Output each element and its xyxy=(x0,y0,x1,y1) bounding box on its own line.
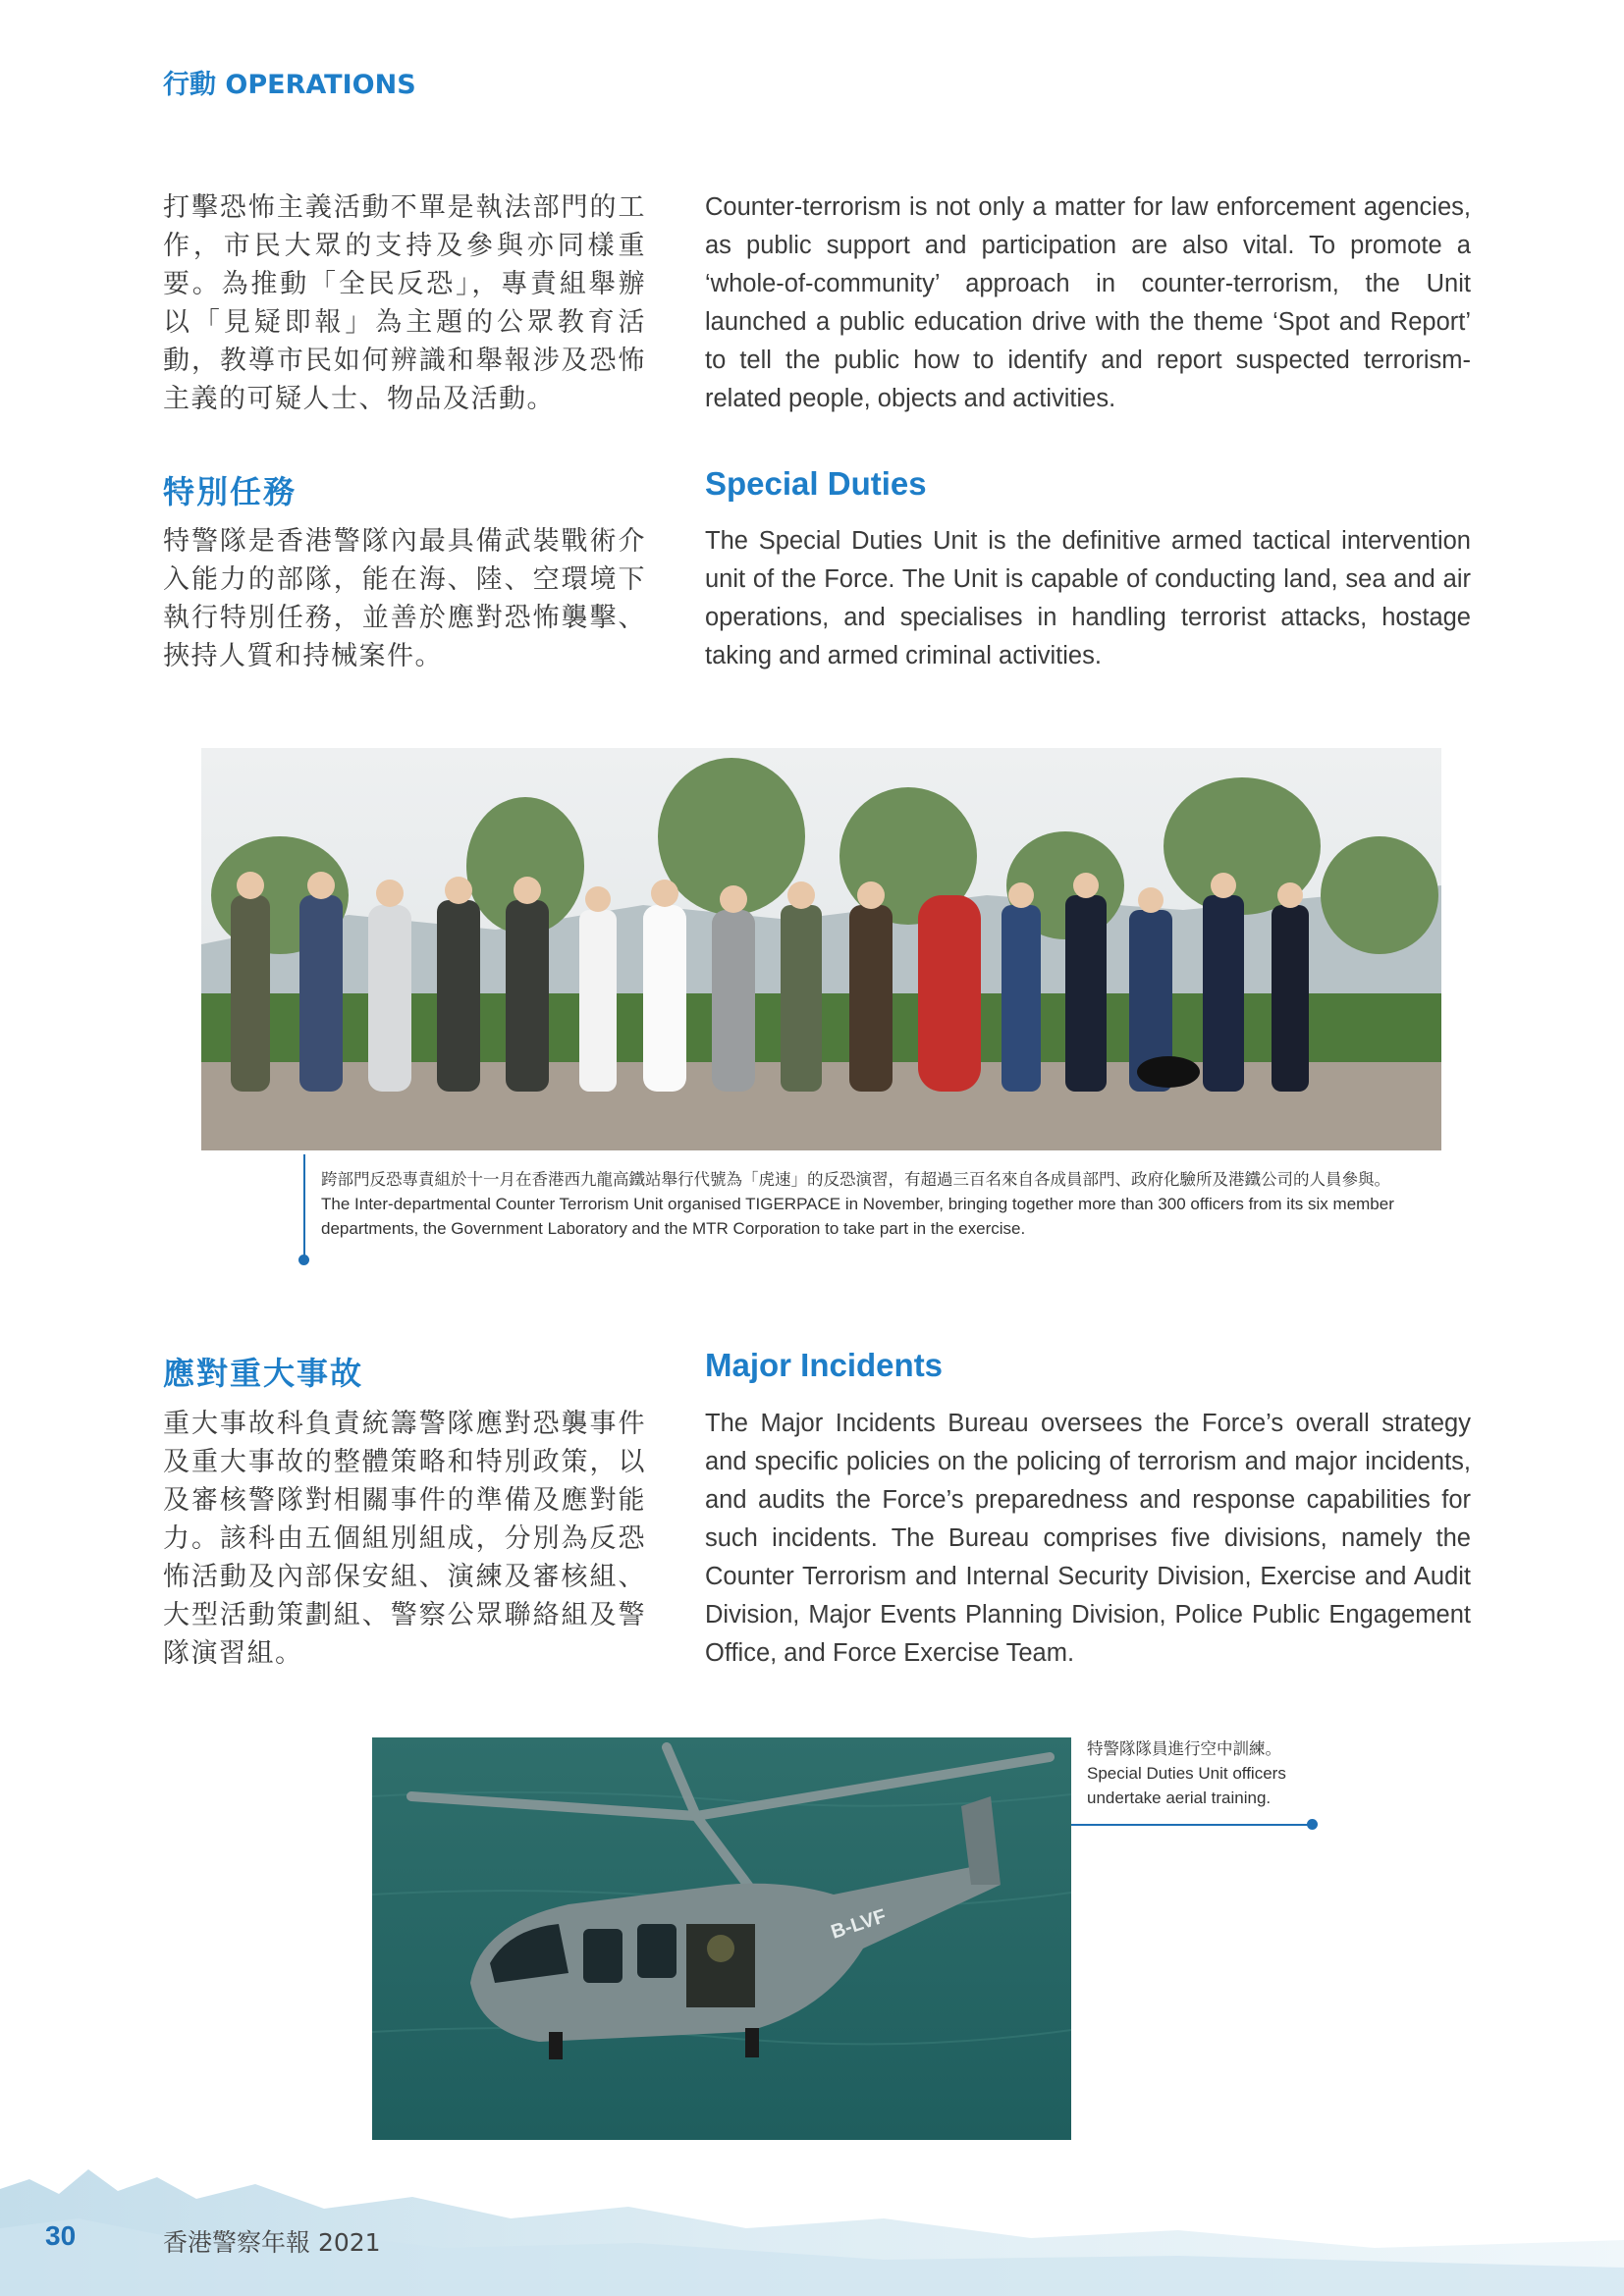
caption-pointer-dot xyxy=(298,1255,309,1265)
helicopter-photo xyxy=(372,1737,1071,2140)
caption-pointer-line xyxy=(1071,1824,1312,1826)
heading-special-duties-zh: 特別任務 xyxy=(163,473,298,510)
major-incidents-text-en: The Major Incidents Bureau oversees the Force’s overall strategy and specific policies on the policing of terrorism and major incidents, and audits the Force’s preparedness and response capabilities for such incidents. The Bureau comprises five divisions, namely the Counter Terrorism and Internal Security Division, Exercise and Audit Division, Major Events Planning Division, Police Public Engagement Office, and Force Exercise Team. xyxy=(705,1410,1471,1667)
section-header: 行動 OPERATIONS xyxy=(163,70,416,100)
helicopter-photo-caption-zh: 特警隊隊員進行空中訓練。 xyxy=(1087,1739,1281,1758)
group-photo-caption-zh: 跨部門反恐專責組於十一月在香港西九龍高鐵站舉行代號為「虎速」的反恐演習，有超過三百名來自各成員部門、政府化驗所及港鐵公司的人員參與。 xyxy=(321,1170,1390,1189)
helicopter-photo-caption-en: Special Duties Unit officers undertake aerial training. xyxy=(1087,1764,1286,1807)
major-incidents-text-zh: 重大事故科負責統籌警隊應對恐襲事件及重大事故的整體策略和特別政策，以及審核警隊對相關事件的準備及應對能力。該科由五個組別組成，分別為反恐怖活動及內部保安組、演練及審核組、大型活動策劃組、警察公眾聯絡組及警隊演習組。 xyxy=(163,1409,646,1669)
heading-special-duties-en: Special Duties xyxy=(705,465,927,502)
caption-pointer-dot xyxy=(1307,1819,1318,1830)
heading-major-incidents-en: Major Incidents xyxy=(705,1347,944,1383)
group-photo-caption-en: The Inter-departmental Counter Terrorism Unit organised TIGERPACE in November, bringing together more than 300 officers from its six member departments, the Government Laboratory and the MTR Corporation to take part in the exercise. xyxy=(321,1195,1394,1238)
group-photo-caption xyxy=(321,1167,1450,1241)
special-duties-text-zh: 特警隊是香港警隊內最具備武裝戰術介入能力的部隊，能在海、陸、空環境下執行特別任務，並善於應對恐怖襲擊、挾持人質和持械案件。 xyxy=(163,526,646,671)
special-duties-text-en: The Special Duties Unit is the definitive armed tactical intervention unit of the Force. The Unit is capable of conducting land, sea and air operations, and specialises in handling terrorist attacks, hostage taking and armed criminal activities. xyxy=(705,527,1471,669)
intro-text-zh: 打擊恐怖主義活動不單是執法部門的工作，市民大眾的支持及參與亦同樣重要。為推動「全民反恐」，專責組舉辦以「見疑即報」為主題的公眾教育活動，教導市民如何辨識和舉報涉及恐怖主義的可疑人士、物品及活動。 xyxy=(163,192,646,414)
caption-pointer-line xyxy=(303,1154,305,1260)
publication-title: 香港警察年報 2021 xyxy=(163,2228,381,2257)
page-number: 30 xyxy=(45,2220,77,2251)
intro-text-en: Counter-terrorism is not only a matter for law enforcement agencies, as public support and participation are also vital. To promote a ‘whole-of-community’ approach in counter-terrorism, the Unit launched a public education drive with the theme ‘Spot and Report’ to tell the public how to identify and report suspected terrorism-related people, objects and activities. xyxy=(705,193,1471,412)
helicopter-photo-caption xyxy=(1087,1736,1342,1810)
group-photo xyxy=(201,748,1441,1150)
heading-major-incidents-zh: 應對重大事故 xyxy=(163,1355,364,1392)
helicopter-registration: B-LVF xyxy=(828,1905,890,1944)
